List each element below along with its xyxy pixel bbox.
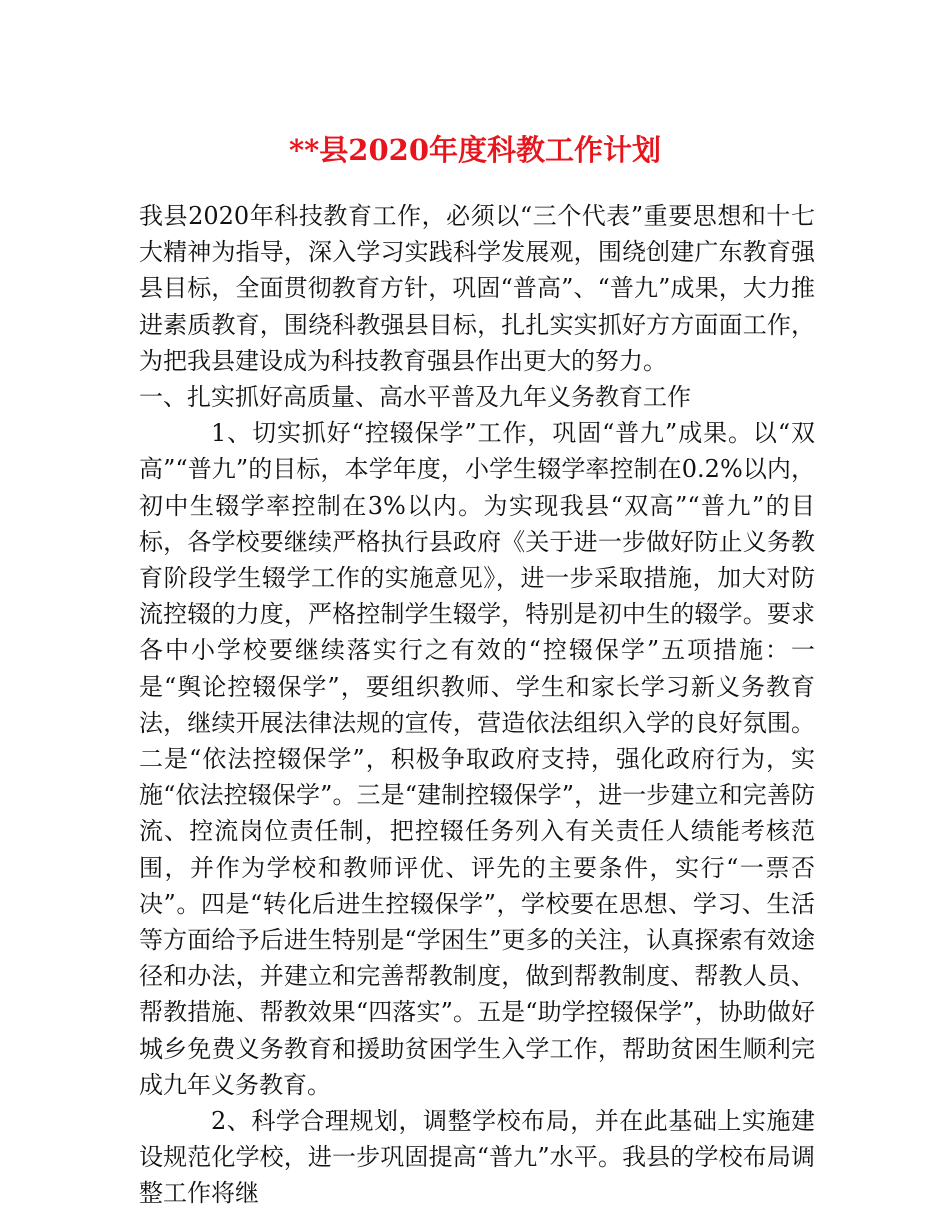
intro-paragraph: 我县2020年科技教育工作，必须以“三个代表”重要思想和十七大精神为指导，深入学习实践科学发展观，围绕创建广东教育强县目标，全面贯彻教育方针，巩固“普高”、“普九”成果，大力推进素质教育，围绕科教强县目标，扎扎实实抓好方方面面工作，为把我县建设成为科技教育强县作出更大的努力。 xyxy=(139,202,815,375)
section-heading-1: 一、扎实抓好高质量、高水平普及九年义务教育工作 xyxy=(139,383,691,412)
document-title: **县2020年度科教工作计划 xyxy=(288,133,662,167)
item-paragraph-1: 1、切实抓好“控辍保学”工作，巩固“普九”成果。以“双高”“普九”的目标，本学年度，小学生辍学率控制在0.2%以内，初中生辍学率控制在3%以内。为实现我县“双高”“普九”的目标，各学校要继续严格执行县政府《关于进一步做好防止义务教育阶段学生辍学工作的实施意见》，进一步采取措施，加大对防流控辍的力度，严格控制学生辍学，特别是初中生的辍学。要求各中小学校要继续落实行之有效的“控辍保学”五项措施：一是“舆论控辍保学”，要组织教师、学生和家长学习新义务教育法，继续开展法律法规的宣传，营造依法组织入学的良好氛围。二是“依法控辍保学”，积极争取政府支持，强化政府行为，实施“依法控辍保学”。三是“建制控辍保学”，进一步建立和完善防流、控流岗位责任制，把控辍任务列入有关责任人绩能考核范围，并作为学校和教师评优、评先的主要条件，实行“一票否决”。四是“转化后进生控辍保学”，学校要在思想、学习、生活等方面给予后进生特别是“学困生”更多的关注，认真探索有效途径和办法，并建立和完善帮教制度，做到帮教制度、帮教人员、帮教措施、帮教效果“四落实”。五是“助学控辍保学”，协助做好城乡免费义务教育和援助贫困学生入学工作，帮助贫困生顺利完成九年义务教育。 xyxy=(139,419,815,1099)
item-paragraph-2: 2、科学合理规划，调整学校布局，并在此基础上实施建设规范化学校，进一步巩固提高“普九”水平。我县的学校布局调整工作将继 xyxy=(139,1107,815,1208)
document-body xyxy=(139,198,815,1212)
